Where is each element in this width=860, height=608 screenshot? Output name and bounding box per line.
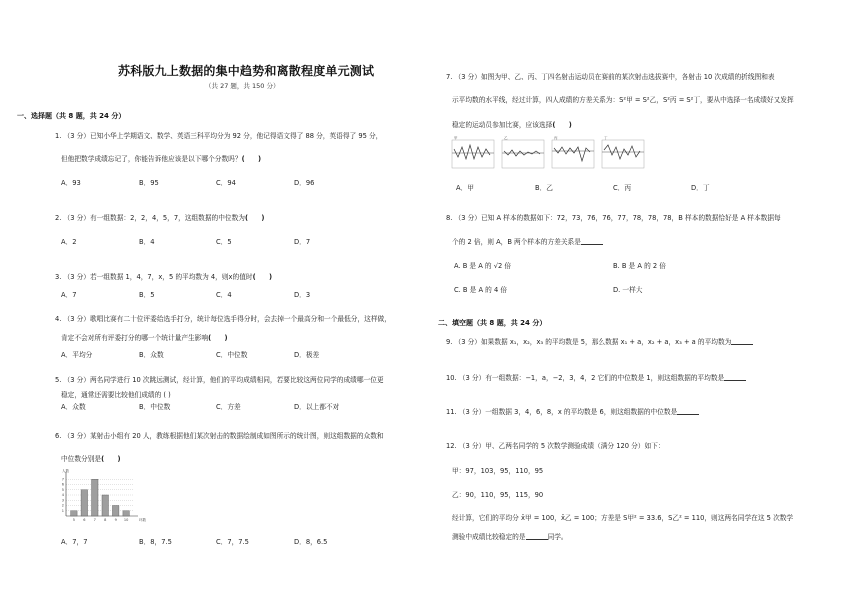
question-8-text: 8. （3 分）已知 A 样本的数据如下：72，73，76，76，77，78，78，78，B 样本的数据恰好是 A 样本数据每	[446, 214, 781, 222]
question-8-text-cont: 个的 2 倍，则 A，B 两个样本的方差关系是	[452, 236, 603, 246]
line-chart-jia	[452, 135, 494, 168]
question-3-option-b[interactable]: B．5	[139, 291, 155, 299]
line-chart-ding	[602, 135, 644, 168]
question-11-text: 11. （3 分）一组数据 3，4，6，8，x 的平均数是 6，则这组数据的中位数是	[446, 406, 699, 416]
question-4-option-b[interactable]: B．众数	[139, 351, 164, 359]
question-1-text: 1. （3 分）已知小华上学期语文、数学、英语三科平均分为 92 分，他记得语文得了 88 分，英语得了 95 分，	[55, 132, 383, 140]
question-5-text: 5. （3 分）两名同学进行 10 次跳远测试，经计算，他们的平均成绩相同，若要比较这两位同学的成绩哪一位更	[55, 376, 384, 384]
question-2-text: 2. （3 分）有一组数据：2，2，4，5，7，这组数据的中位数为( )	[55, 214, 265, 222]
question-2-option-b[interactable]: B．4	[139, 238, 155, 246]
answer-blank[interactable]	[526, 532, 548, 540]
bar-10	[123, 511, 129, 516]
section-heading-fill: 二、填空题（共 8 题，共 24 分）	[438, 319, 547, 327]
question-8-option-c[interactable]: C. B 是 A 的 4 倍	[454, 286, 508, 294]
question-5-option-c[interactable]: C．方差	[216, 403, 241, 411]
y-tick-label: 5	[61, 487, 64, 492]
question-7-text: 7. （3 分）如图为甲、乙、丙、丁四名射击运动员在赛前的某次射击选拔赛中，各射击 10 次成绩的折线图和表	[446, 73, 775, 81]
question-3-option-a[interactable]: A．7	[61, 291, 77, 299]
q6-bar-chart	[56, 468, 146, 526]
section-heading-choice: 一、选择题（共 8 题，共 24 分）	[17, 112, 126, 120]
bar-5	[71, 511, 77, 516]
x-tick-label: 10	[123, 518, 129, 522]
answer-blank[interactable]	[731, 337, 753, 345]
question-5-option-d[interactable]: D．以上都不对	[294, 403, 340, 411]
question-7-option-a[interactable]: A．甲	[456, 184, 474, 192]
question-9-text: 9. （3 分）如果数据 x₁，x₂，x₃ 的平均数是 5，那么数据 x₁ + a，x₂ + a，x₃ + a 的平均数为	[446, 336, 753, 346]
question-2-option-c[interactable]: C．5	[216, 238, 232, 246]
y-tick-label: 2	[61, 503, 64, 508]
line-chart-yi	[502, 135, 544, 168]
question-2-option-d[interactable]: D．7	[294, 238, 311, 246]
y-axis-label: 人数	[62, 469, 69, 473]
bar-6	[81, 490, 87, 516]
question-1-option-d[interactable]: D．96	[294, 179, 315, 187]
question-1-option-a[interactable]: A．93	[61, 179, 81, 187]
line-chart-bing-label: 丙	[554, 136, 558, 140]
answer-blank[interactable]	[724, 373, 746, 381]
question-7-option-b[interactable]: B．乙	[535, 184, 553, 192]
question-6-text-cont: 中位数分别是( )	[61, 455, 121, 463]
question-8-option-a[interactable]: A. B 是 A 的 √2 倍	[454, 262, 512, 270]
question-5-option-a[interactable]: A．众数	[61, 403, 86, 411]
question-6-text: 6. （3 分）某射击小组有 20 人，教练根据他们某次射击的数据绘制成如图所示的统计图，则这组数据的众数和	[55, 432, 384, 440]
line-chart-bing	[552, 135, 594, 168]
question-4-option-a[interactable]: A．平均分	[61, 351, 93, 359]
question-7-option-c[interactable]: C．丙	[613, 184, 632, 192]
answer-blank[interactable]	[677, 407, 699, 415]
question-3-text: 3. （3 分）若一组数据 1，4，7，x，5 的平均数为 4，则x的值时( )	[55, 273, 273, 281]
line-chart-ding-label: 丁	[604, 136, 608, 140]
question-6-option-c[interactable]: C．7，7.5	[216, 538, 249, 546]
x-tick-label: 7	[93, 518, 96, 522]
x-tick-label: 6	[83, 518, 86, 522]
bar-7	[92, 479, 98, 516]
x-tick-label: 8	[104, 518, 107, 522]
question-6-option-a[interactable]: A．7，7	[61, 538, 88, 546]
line-chart-jia-label: 甲	[454, 136, 458, 140]
answer-blank[interactable]	[581, 237, 603, 245]
y-tick-label: 1	[61, 508, 64, 513]
question-12-yi-scores: 乙：90，110，95，115，90	[452, 491, 544, 499]
y-tick-label: 7	[61, 477, 64, 482]
question-4-option-d[interactable]: D．极差	[294, 351, 320, 359]
question-3-option-d[interactable]: D．3	[294, 291, 311, 299]
bar-9	[112, 506, 118, 517]
question-12-jia-scores: 甲：97，103，95，110，95	[452, 467, 544, 475]
x-tick-label: 9	[114, 518, 117, 522]
question-5-option-b[interactable]: B．中位数	[139, 403, 171, 411]
x-axis-label: 环数	[139, 518, 146, 522]
question-4-text-cont: 肯定不会对所有评委打分的哪一个统计量产生影响( )	[61, 334, 228, 342]
page-title: 苏科版九上数据的集中趋势和离散程度单元测试	[118, 64, 375, 78]
question-12-text: 12. （3 分）甲、乙两名同学的 5 次数学测验成绩（满分 120 分）如下：	[446, 442, 665, 450]
y-tick-label: 6	[61, 482, 64, 487]
question-7-text-cont: 示平均数的水平线，经过计算，四人成绩的方差关系为：S²甲 = S²乙，S²丙 = S²丁，要从中选择一名成绩好又发挥	[452, 96, 794, 104]
question-4-option-c[interactable]: C．中位数	[216, 351, 248, 359]
question-6-option-d[interactable]: D．8，6.5	[294, 538, 328, 546]
q7-line-charts	[452, 135, 652, 171]
question-1-text-cont: 但他把数学成绩忘记了，你能告诉他应该是以下哪个分数吗？( )	[61, 155, 262, 163]
question-12-text-cont: 经计算，它们的平均分 x̄甲 = 100，x̄乙 = 100；方差是 S甲² = 33.6，S乙² = 110，则这两名同学在这 5 次数学	[452, 514, 794, 522]
x-tick-label: 5	[72, 518, 75, 522]
line-chart-yi-label: 乙	[504, 136, 508, 140]
question-1-option-c[interactable]: C．94	[216, 179, 236, 187]
question-7-text-cont2: 稳定的运动员参加比赛，应该选择( )	[452, 121, 572, 129]
y-tick-label: 3	[61, 498, 64, 503]
question-6-option-b[interactable]: B．8，7.5	[139, 538, 172, 546]
question-1-option-b[interactable]: B．95	[139, 179, 159, 187]
bar-8	[102, 495, 108, 516]
question-8-option-d[interactable]: D. 一样大	[613, 286, 643, 294]
y-tick-label: 4	[61, 493, 64, 498]
question-2-option-a[interactable]: A．2	[61, 238, 77, 246]
question-3-option-c[interactable]: C．4	[216, 291, 232, 299]
question-5-text-cont: 稳定，通常还需要比较他们成绩的 ( )	[61, 391, 171, 399]
question-8-option-b[interactable]: B. B 是 A 的 2 倍	[613, 262, 666, 270]
question-4-text: 4. （3 分）歌唱比赛有二十位评委给选手打分，统计每位选手得分时，会去掉一个最高分和一个最低分，这样做，	[55, 315, 391, 323]
question-12-text-cont2: 测验中成绩比较稳定的是 同学。	[452, 533, 568, 541]
question-10-text: 10. （3 分）有一组数据：−1，a，−2，3，4，2 它们的中位数是 1，则这组数据的平均数是	[446, 372, 746, 382]
page-subtitle: （共 27 题，共 150 分）	[205, 82, 280, 90]
question-7-option-d[interactable]: D．丁	[691, 184, 710, 192]
